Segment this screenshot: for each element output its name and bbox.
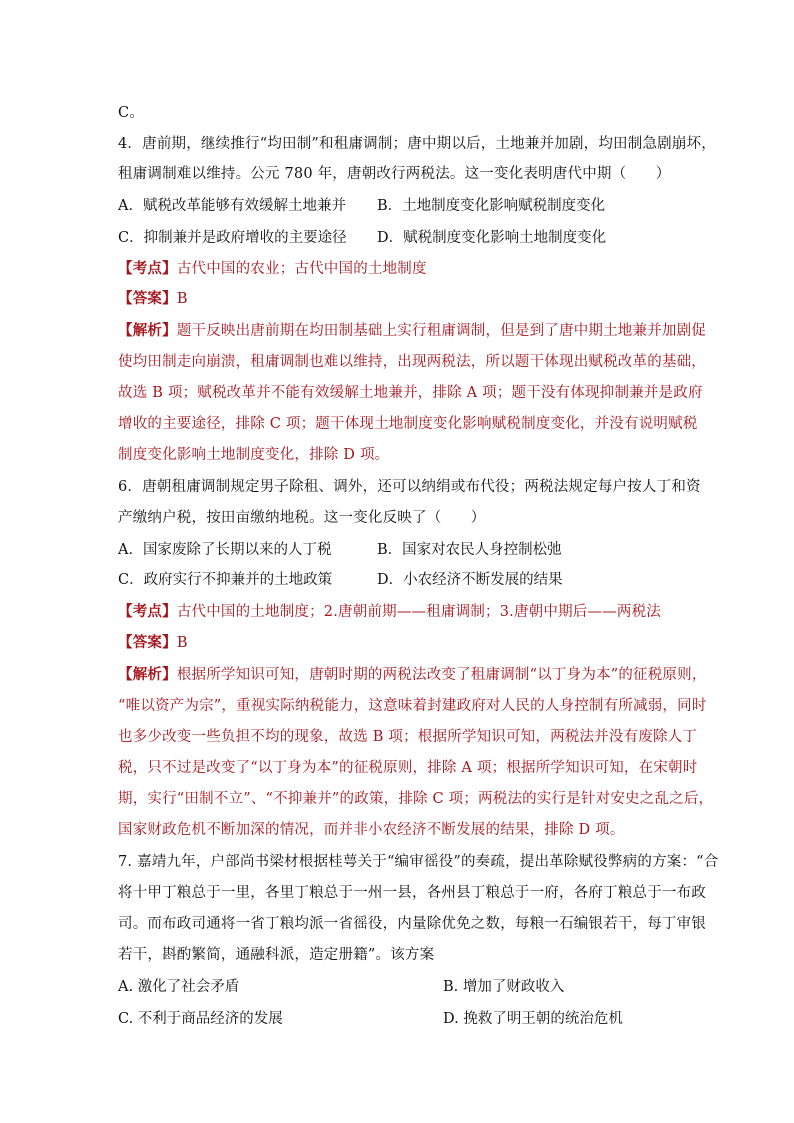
q4-option-a: A．赋税改革能够有效缓解土地兼并 [118, 198, 346, 214]
q6-analysis-label: 【解析】 [118, 666, 177, 683]
q6-kaodian-label: 【考点】 [118, 603, 177, 620]
q4-stem-line-2: 租庸调制难以维持。公元 780 年，唐朝改行两税法。这一变化表明唐代中期（ ） [118, 166, 671, 182]
q6-analysis-line-6: 国家财政危机不断加深的情况，而并非小农经济不断发展的结果，排除 D 项。 [118, 822, 625, 838]
q6-analysis-line-3: 也多少改变一些负担不均的现象，故选 B 项；根据所学知识可知，两税法并没有废除人丁 [118, 729, 698, 745]
q6-answer-label: 【答案】 [118, 634, 177, 651]
q7-option-a: A. 激化了社会矛盾 [118, 979, 240, 995]
q6-analysis-text-1: 根据所学知识可知，唐朝时期的两税法改变了租庸调制“以丁身为本”的征税原则， [176, 667, 707, 683]
q4-answer [118, 289, 188, 309]
q7-stem-line-4: 若干，斟酌繁简，通融科派，造定册籍”。该方案 [118, 947, 435, 963]
q4-option-c: C．抑制兼并是政府增收的主要途径 [118, 230, 347, 246]
q4-analysis-line-4: 增收的主要途径，排除 C 项；题干体现土地制度变化影响赋税制度变化，并没有说明赋税 [118, 416, 698, 432]
q4-stem-line-1: 4．唐前期，继续推行“均田制”和租庸调制；唐中期以后，土地兼并加剧，均田制急剧崩坏， [118, 136, 716, 152]
q4-option-b: B．土地制度变化影响赋税制度变化 [377, 198, 606, 214]
q6-stem-line-1: 6．唐朝租庸调制规定男子除租、调外，还可以纳绢或布代役；两税法规定每户按人丁和资 [118, 479, 701, 495]
q4-kaodian [118, 259, 427, 279]
q6-stem-line-2: 产缴纳户税，按田亩缴纳地税。这一变化反映了（ ） [118, 510, 486, 526]
q6-analysis-line-5: 期，实行“田制不立”、“不抑兼并”的政策，排除 C 项；两税法的实行是针对安史之乱之后， [118, 791, 714, 807]
q6-option-c: C．政府实行不抑兼并的土地政策 [118, 572, 333, 588]
q6-option-d: D．小农经济不断发展的结果 [377, 572, 563, 588]
q4-analysis-line-1 [118, 321, 706, 341]
q7-stem-line-3: 司。而布政司通将一省丁粮均派一省徭役，内量除优免之数，每粮一石编银若干，每丁审银 [118, 916, 706, 932]
q7-stem-line-2: 将十甲丁粮总于一里，各里丁粮总于一州一县，各州县丁粮总于一府，各府丁粮总于一布政 [118, 885, 706, 901]
q4-answer-text: B [176, 291, 188, 307]
q4-kaodian-text: 古代中国的农业；古代中国的土地制度 [176, 261, 427, 277]
q7-stem-line-1: 7. 嘉靖九年，户部尚书梁材根据桂萼关于“编审徭役”的奏疏，提出革除赋役弊病的方案：“合 [118, 854, 719, 870]
q4-analysis-text-1: 题干反映出唐前期在均田制基础上实行租庸调制，但是到了唐中期土地兼并加剧促 [176, 323, 707, 339]
q6-analysis-line-4: 税，只不过是改变了“以丁身为本”的征税原则，排除 A 项；根据所学知识可知，在宋朝时 [118, 760, 698, 776]
q6-answer-text: B [176, 635, 188, 651]
q4-analysis-line-3: 故选 B 项；赋税改革并不能有效缓解土地兼并，排除 A 项；题干没有体现抑制兼并是政府 [118, 385, 703, 401]
q4-analysis-line-5: 制度变化影响土地制度变化，排除 D 项。 [118, 447, 390, 463]
q6-analysis-line-2: “唯以资产为宗”，重视实际纳税能力，这意味着封建政府对人民的人身控制有所减弱，同时 [118, 698, 707, 714]
q6-option-a: A．国家废除了长期以来的人丁税 [118, 542, 332, 558]
q7-option-b: B. 增加了财政收入 [443, 979, 565, 995]
q4-answer-label: 【答案】 [118, 290, 177, 307]
q6-kaodian [118, 602, 661, 622]
q4-analysis-label: 【解析】 [118, 322, 177, 339]
prev-answer-tail: C。 [118, 105, 144, 121]
q7-option-c: C. 不利于商品经济的发展 [118, 1011, 283, 1027]
q6-analysis-line-1 [118, 665, 707, 685]
q4-analysis-line-2: 使均田制走向崩溃，租庸调制也难以维持，出现两税法，所以题干体现出赋税改革的基础， [118, 354, 706, 370]
q4-option-d: D．赋税制度变化影响土地制度变化 [377, 230, 607, 246]
q6-option-b: B．国家对农民人身控制松弛 [377, 542, 562, 558]
q4-kaodian-label: 【考点】 [118, 260, 177, 277]
q6-answer [118, 633, 188, 653]
q6-kaodian-text: 古代中国的土地制度；2.唐朝前期——租庸调制；3.唐朝中期后——两税法 [176, 604, 661, 620]
q7-option-d: D. 挽救了明王朝的统治危机 [443, 1011, 623, 1027]
